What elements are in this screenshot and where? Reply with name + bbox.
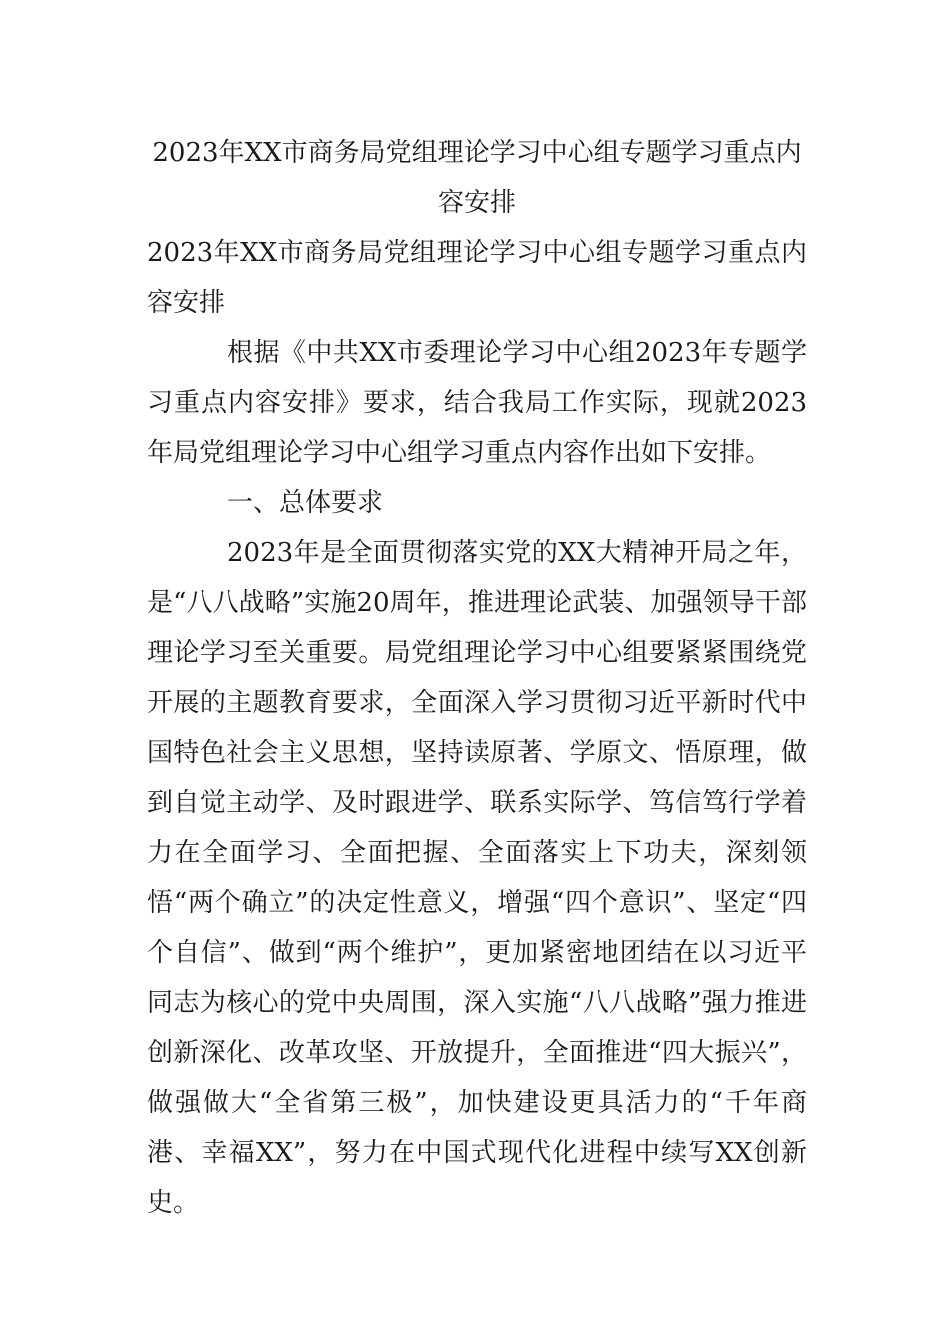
- document-subtitle: 2023年XX市商务局党组理论学习中心组专题学习重点内容安排: [147, 238, 807, 318]
- document-page: [147, 128, 807, 1228]
- section-heading: 一、总体要求: [227, 488, 384, 518]
- section-body-paragraph: 2023年是全面贯彻落实党的XX大精神开局之年，是“八八战略”实施20周年，推进理论武装、加强领导干部理论学习至关重要。局党组理论学习中心组要紧紧围绕党开展的主题教育要求，全面深入学习贯彻习近平新时代中国特色社会主义思想，坚持读原著、学原文、悟原理，做到自觉主动学、及时跟进学、联系实际学、笃信笃行学着力在全面学习、全面把握、全面落实上下功夫，深刻领悟“两个确立”的决定性意义，增强“四个意识”、坚定“四个自信”、做到“两个维护”，更加紧密地团结在以习近平同志为核心的党中央周围，深入实施“八八战略”强力推进创新深化、改革攻坚、开放提升，全面推进“四大振兴”，做强做大“全省第三极”，加快建设更具活力的“千年商港、幸福XX”，努力在中国式现代化进程中续写XX创新史。: [147, 538, 807, 1218]
- intro-paragraph: 根据《中共XX市委理论学习中心组2023年专题学习重点内容安排》要求，结合我局工作实际，现就2023年局党组理论学习中心组学习重点内容作出如下安排。: [147, 338, 807, 468]
- document-title: 2023年XX市商务局党组理论学习中心组专题学习重点内容安排: [152, 138, 802, 218]
